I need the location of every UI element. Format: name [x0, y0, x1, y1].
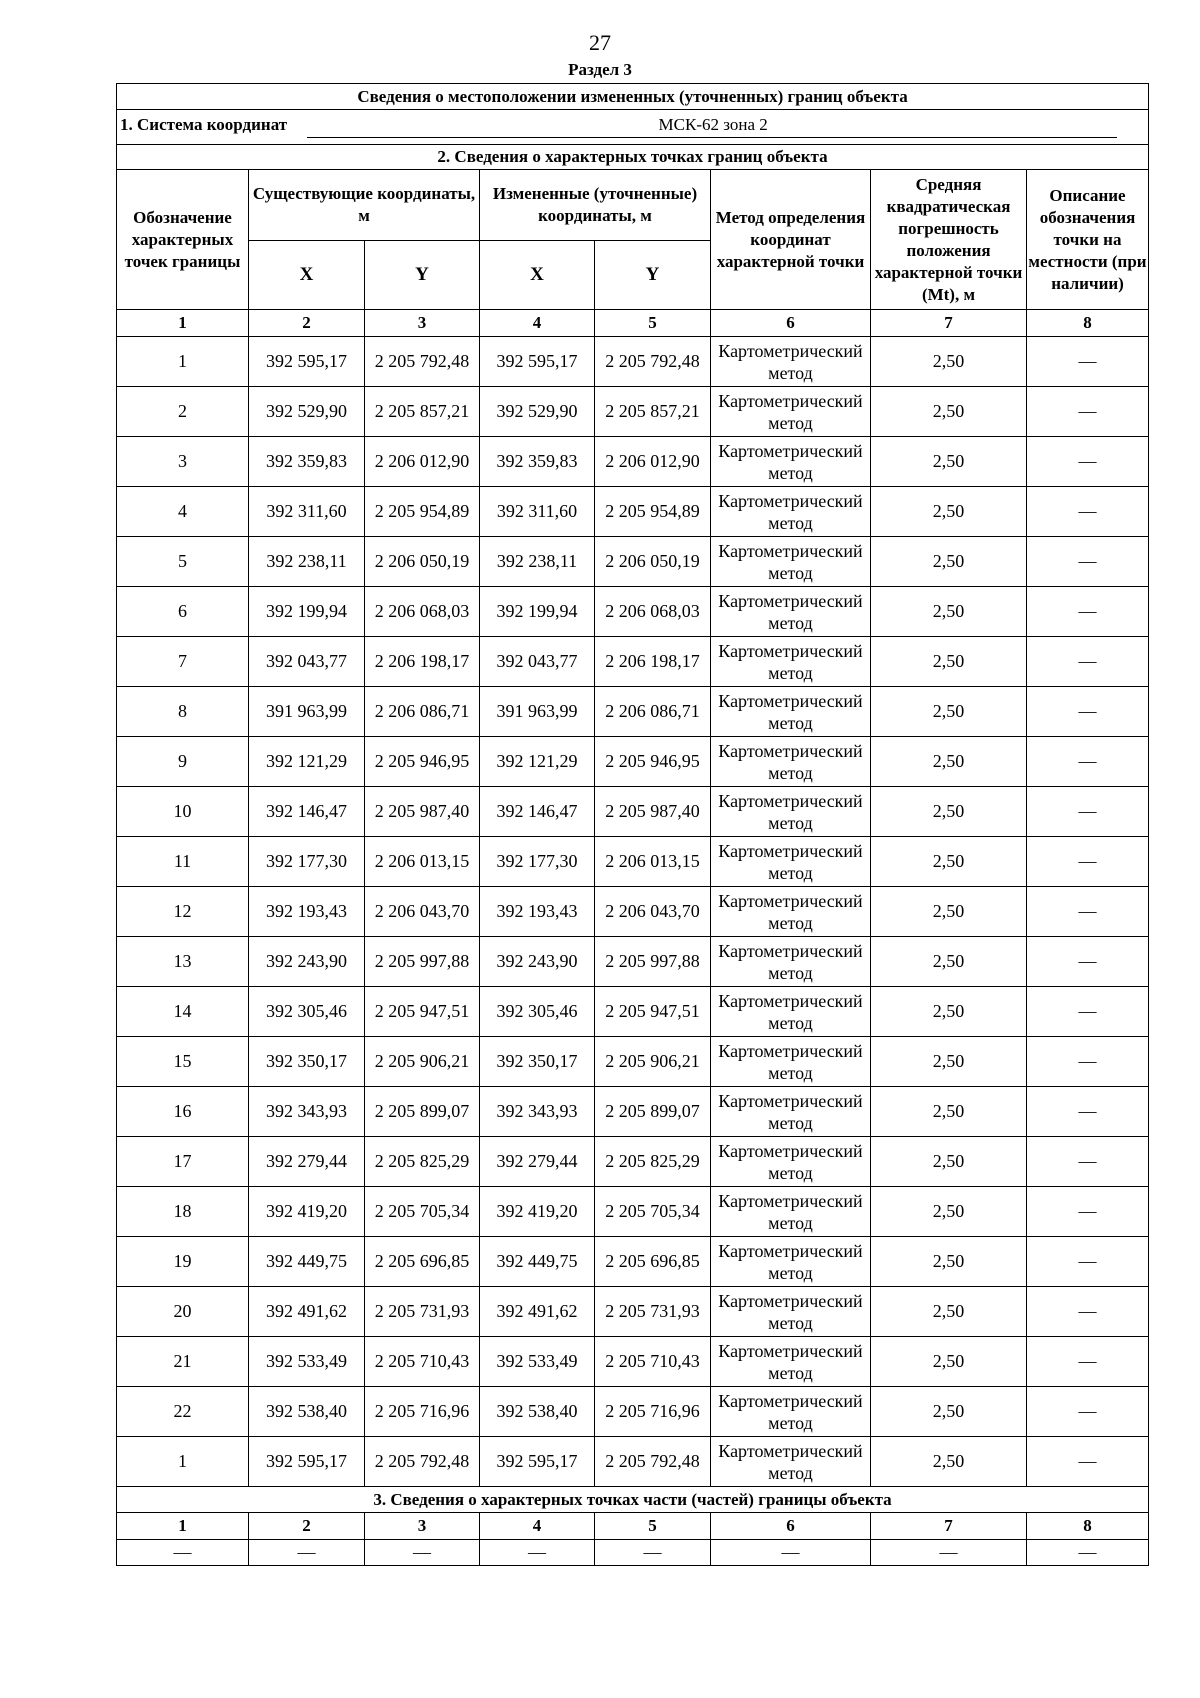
existing-y-cell: 2 206 013,15: [365, 837, 480, 887]
header-description: Описание обозначения точки на местности (при наличии): [1027, 170, 1149, 310]
changed-x-cell: 392 238,11: [480, 537, 595, 587]
mean-error-cell: 2,50: [871, 1187, 1027, 1237]
method-cell: Картометрический метод: [711, 687, 871, 737]
description-cell: —: [1027, 1037, 1149, 1087]
description-cell: —: [1027, 637, 1149, 687]
column-number: 1: [117, 310, 249, 337]
mean-error-cell: 2,50: [871, 1437, 1027, 1487]
existing-y-cell: 2 205 696,85: [365, 1237, 480, 1287]
mean-error-cell: 2,50: [871, 1137, 1027, 1187]
existing-y-cell: 2 205 731,93: [365, 1287, 480, 1337]
existing-y-cell: 2 206 050,19: [365, 537, 480, 587]
method-cell: Картометрический метод: [711, 587, 871, 637]
mean-error-cell: 2,50: [871, 537, 1027, 587]
changed-x-cell: 392 538,40: [480, 1387, 595, 1437]
table-row: [117, 587, 1149, 637]
existing-x-cell: 392 529,90: [249, 387, 365, 437]
mean-error-cell: 2,50: [871, 737, 1027, 787]
column-number: 8: [1027, 1513, 1149, 1540]
changed-y-cell: 2 205 946,95: [595, 737, 711, 787]
header-existing-y: Y: [365, 241, 480, 310]
changed-x-cell: 392 177,30: [480, 837, 595, 887]
existing-x-cell: 392 146,47: [249, 787, 365, 837]
column-number: 5: [595, 1513, 711, 1540]
point-number-cell: 13: [117, 937, 249, 987]
existing-x-cell: 392 199,94: [249, 587, 365, 637]
changed-x-cell: 392 146,47: [480, 787, 595, 837]
empty-cell: —: [871, 1540, 1027, 1566]
existing-x-cell: 392 533,49: [249, 1337, 365, 1387]
method-cell: Картометрический метод: [711, 537, 871, 587]
boundary-points-table: [116, 83, 1149, 1566]
column-number: 3: [365, 1513, 480, 1540]
table-row: [117, 437, 1149, 487]
existing-x-cell: 392 538,40: [249, 1387, 365, 1437]
changed-x-cell: 392 279,44: [480, 1137, 595, 1187]
point-number-cell: 6: [117, 587, 249, 637]
changed-x-cell: 392 595,17: [480, 337, 595, 387]
table-title: Сведения о местоположении измененных (уточненных) границ объекта: [117, 84, 1149, 110]
point-number-cell: 9: [117, 737, 249, 787]
existing-x-cell: 392 305,46: [249, 987, 365, 1037]
method-cell: Картометрический метод: [711, 887, 871, 937]
column-number: 4: [480, 1513, 595, 1540]
description-cell: —: [1027, 1337, 1149, 1387]
point-number-cell: 4: [117, 487, 249, 537]
existing-y-cell: 2 205 987,40: [365, 787, 480, 837]
mean-error-cell: 2,50: [871, 487, 1027, 537]
mean-error-cell: 2,50: [871, 837, 1027, 887]
table-row: [117, 1237, 1149, 1287]
changed-y-cell: 2 205 705,34: [595, 1187, 711, 1237]
header-existing-coords: Существующие координаты, м: [249, 170, 480, 241]
method-cell: Картометрический метод: [711, 837, 871, 887]
table-row: [117, 537, 1149, 587]
point-number-cell: 18: [117, 1187, 249, 1237]
column-number: 2: [249, 1513, 365, 1540]
description-cell: —: [1027, 537, 1149, 587]
changed-x-cell: 391 963,99: [480, 687, 595, 737]
method-cell: Картометрический метод: [711, 1437, 871, 1487]
changed-y-cell: 2 205 906,21: [595, 1037, 711, 1087]
column-number: 5: [595, 310, 711, 337]
method-cell: Картометрический метод: [711, 1237, 871, 1287]
description-cell: —: [1027, 1187, 1149, 1237]
table-row: [117, 887, 1149, 937]
method-cell: Картометрический метод: [711, 1187, 871, 1237]
column-number: 6: [711, 310, 871, 337]
mean-error-cell: 2,50: [871, 687, 1027, 737]
changed-y-cell: 2 206 043,70: [595, 887, 711, 937]
changed-y-cell: 2 205 825,29: [595, 1137, 711, 1187]
mean-error-cell: 2,50: [871, 937, 1027, 987]
table-row: [117, 1337, 1149, 1387]
changed-x-cell: 392 343,93: [480, 1087, 595, 1137]
table-row: [117, 487, 1149, 537]
method-cell: Картометрический метод: [711, 787, 871, 837]
changed-x-cell: 392 595,17: [480, 1437, 595, 1487]
description-cell: —: [1027, 1137, 1149, 1187]
description-cell: —: [1027, 987, 1149, 1037]
column-number: 7: [871, 1513, 1027, 1540]
existing-x-cell: 392 359,83: [249, 437, 365, 487]
existing-y-cell: 2 206 198,17: [365, 637, 480, 687]
empty-cell: —: [480, 1540, 595, 1566]
existing-y-cell: 2 205 705,34: [365, 1187, 480, 1237]
point-number-cell: 1: [117, 1437, 249, 1487]
point-number-cell: 22: [117, 1387, 249, 1437]
point-number-cell: 3: [117, 437, 249, 487]
point-number-cell: 19: [117, 1237, 249, 1287]
description-cell: —: [1027, 1437, 1149, 1487]
changed-y-cell: 2 205 716,96: [595, 1387, 711, 1437]
changed-x-cell: 392 419,20: [480, 1187, 595, 1237]
point-number-cell: 8: [117, 687, 249, 737]
changed-y-cell: 2 205 731,93: [595, 1287, 711, 1337]
column-number: 8: [1027, 310, 1149, 337]
header-changed-x: X: [480, 241, 595, 310]
changed-y-cell: 2 205 857,21: [595, 387, 711, 437]
existing-x-cell: 392 121,29: [249, 737, 365, 787]
header-mean-error: Средняя квадратическая погрешность положения характерной точки (Mt), м: [871, 170, 1027, 310]
changed-y-cell: 2 205 987,40: [595, 787, 711, 837]
changed-x-cell: 392 491,62: [480, 1287, 595, 1337]
point-number-cell: 2: [117, 387, 249, 437]
point-number-cell: 14: [117, 987, 249, 1037]
description-cell: —: [1027, 587, 1149, 637]
description-cell: —: [1027, 887, 1149, 937]
point-number-cell: 11: [117, 837, 249, 887]
mean-error-cell: 2,50: [871, 887, 1027, 937]
column-number: 6: [711, 1513, 871, 1540]
changed-y-cell: 2 206 068,03: [595, 587, 711, 637]
description-cell: —: [1027, 937, 1149, 987]
mean-error-cell: 2,50: [871, 587, 1027, 637]
existing-y-cell: 2 205 954,89: [365, 487, 480, 537]
table-row: [117, 1087, 1149, 1137]
column-number: 3: [365, 310, 480, 337]
changed-x-cell: 392 359,83: [480, 437, 595, 487]
mean-error-cell: 2,50: [871, 1087, 1027, 1137]
point-number-cell: 1: [117, 337, 249, 387]
existing-x-cell: 392 343,93: [249, 1087, 365, 1137]
mean-error-cell: 2,50: [871, 437, 1027, 487]
mean-error-cell: 2,50: [871, 787, 1027, 837]
empty-cell: —: [365, 1540, 480, 1566]
changed-x-cell: 392 350,17: [480, 1037, 595, 1087]
header-point-designation: Обозначение характерных точек границы: [117, 170, 249, 310]
point-number-cell: 5: [117, 537, 249, 587]
method-cell: Картометрический метод: [711, 1287, 871, 1337]
point-number-cell: 17: [117, 1137, 249, 1187]
method-cell: Картометрический метод: [711, 637, 871, 687]
existing-y-cell: 2 205 997,88: [365, 937, 480, 987]
changed-y-cell: 2 205 954,89: [595, 487, 711, 537]
description-cell: —: [1027, 687, 1149, 737]
method-cell: Картометрический метод: [711, 1387, 871, 1437]
changed-x-cell: 392 243,90: [480, 937, 595, 987]
table-row: [117, 937, 1149, 987]
empty-cell: —: [1027, 1540, 1149, 1566]
section2-title: 2. Сведения о характерных точках границ объекта: [117, 145, 1149, 170]
changed-y-cell: 2 206 050,19: [595, 537, 711, 587]
changed-y-cell: 2 205 997,88: [595, 937, 711, 987]
existing-x-cell: 392 449,75: [249, 1237, 365, 1287]
description-cell: —: [1027, 437, 1149, 487]
description-cell: —: [1027, 1387, 1149, 1437]
table-row: [117, 987, 1149, 1037]
description-cell: —: [1027, 487, 1149, 537]
changed-y-cell: 2 205 792,48: [595, 337, 711, 387]
changed-y-cell: 2 205 696,85: [595, 1237, 711, 1287]
changed-y-cell: 2 206 012,90: [595, 437, 711, 487]
existing-x-cell: 392 350,17: [249, 1037, 365, 1087]
existing-y-cell: 2 205 906,21: [365, 1037, 480, 1087]
table-row: [117, 1437, 1149, 1487]
mean-error-cell: 2,50: [871, 1037, 1027, 1087]
existing-x-cell: 392 491,62: [249, 1287, 365, 1337]
description-cell: —: [1027, 1237, 1149, 1287]
existing-y-cell: 2 205 857,21: [365, 387, 480, 437]
point-number-cell: 10: [117, 787, 249, 837]
empty-cell: —: [595, 1540, 711, 1566]
section3-empty-row: [117, 1540, 1149, 1566]
mean-error-cell: 2,50: [871, 1287, 1027, 1337]
empty-cell: —: [711, 1540, 871, 1566]
changed-y-cell: 2 206 013,15: [595, 837, 711, 887]
mean-error-cell: 2,50: [871, 1237, 1027, 1287]
existing-x-cell: 392 311,60: [249, 487, 365, 537]
point-number-cell: 16: [117, 1087, 249, 1137]
header-changed-y: Y: [595, 241, 711, 310]
method-cell: Картометрический метод: [711, 1087, 871, 1137]
table-row: [117, 637, 1149, 687]
header-existing-x: X: [249, 241, 365, 310]
empty-cell: —: [117, 1540, 249, 1566]
changed-x-cell: 392 529,90: [480, 387, 595, 437]
existing-y-cell: 2 206 068,03: [365, 587, 480, 637]
table-row: [117, 1287, 1149, 1337]
changed-x-cell: 392 311,60: [480, 487, 595, 537]
changed-x-cell: 392 305,46: [480, 987, 595, 1037]
method-cell: Картометрический метод: [711, 737, 871, 787]
description-cell: —: [1027, 387, 1149, 437]
method-cell: Картометрический метод: [711, 937, 871, 987]
coord-system-value: МСК-62 зона 2: [307, 115, 1117, 138]
method-cell: Картометрический метод: [711, 437, 871, 487]
mean-error-cell: 2,50: [871, 1337, 1027, 1387]
section3-title: 3. Сведения о характерных точках части (частей) границы объекта: [117, 1487, 1149, 1513]
column-number: 7: [871, 310, 1027, 337]
page-number: 27: [589, 30, 611, 55]
changed-y-cell: 2 206 198,17: [595, 637, 711, 687]
description-cell: —: [1027, 1087, 1149, 1137]
existing-x-cell: 392 243,90: [249, 937, 365, 987]
existing-y-cell: 2 205 792,48: [365, 1437, 480, 1487]
existing-y-cell: 2 205 947,51: [365, 987, 480, 1037]
description-cell: —: [1027, 337, 1149, 387]
existing-y-cell: 2 205 716,96: [365, 1387, 480, 1437]
existing-x-cell: 391 963,99: [249, 687, 365, 737]
changed-x-cell: 392 449,75: [480, 1237, 595, 1287]
column-number: 4: [480, 310, 595, 337]
existing-x-cell: 392 177,30: [249, 837, 365, 887]
method-cell: Картометрический метод: [711, 1337, 871, 1387]
description-cell: —: [1027, 837, 1149, 887]
point-number-cell: 21: [117, 1337, 249, 1387]
section-label: Раздел 3: [568, 60, 632, 79]
existing-x-cell: 392 279,44: [249, 1137, 365, 1187]
point-number-cell: 12: [117, 887, 249, 937]
column-number: 2: [249, 310, 365, 337]
method-cell: Картометрический метод: [711, 487, 871, 537]
changed-y-cell: 2 205 899,07: [595, 1087, 711, 1137]
changed-x-cell: 392 193,43: [480, 887, 595, 937]
method-cell: Картометрический метод: [711, 1037, 871, 1087]
header-changed-coords: Измененные (уточненные) координаты, м: [480, 170, 711, 241]
existing-y-cell: 2 205 792,48: [365, 337, 480, 387]
mean-error-cell: 2,50: [871, 387, 1027, 437]
mean-error-cell: 2,50: [871, 1387, 1027, 1437]
table-row: [117, 1037, 1149, 1087]
changed-y-cell: 2 205 792,48: [595, 1437, 711, 1487]
existing-y-cell: 2 206 012,90: [365, 437, 480, 487]
table-row: [117, 337, 1149, 387]
point-number-cell: 7: [117, 637, 249, 687]
table-row: [117, 787, 1149, 837]
empty-cell: —: [249, 1540, 365, 1566]
changed-x-cell: 392 121,29: [480, 737, 595, 787]
table-row: [117, 387, 1149, 437]
method-cell: Картометрический метод: [711, 337, 871, 387]
existing-y-cell: 2 205 946,95: [365, 737, 480, 787]
table-row: [117, 737, 1149, 787]
description-cell: —: [1027, 1287, 1149, 1337]
coord-system-cell: [117, 110, 1149, 145]
column-number-row: [117, 310, 1149, 337]
existing-x-cell: 392 595,17: [249, 337, 365, 387]
header-method: Метод определения координат характерной точки: [711, 170, 871, 310]
mean-error-cell: 2,50: [871, 637, 1027, 687]
existing-x-cell: 392 595,17: [249, 1437, 365, 1487]
table-row: [117, 837, 1149, 887]
existing-y-cell: 2 206 086,71: [365, 687, 480, 737]
table-row: [117, 1137, 1149, 1187]
method-cell: Картометрический метод: [711, 987, 871, 1037]
existing-x-cell: 392 193,43: [249, 887, 365, 937]
existing-x-cell: 392 419,20: [249, 1187, 365, 1237]
method-cell: Картометрический метод: [711, 387, 871, 437]
method-cell: Картометрический метод: [711, 1137, 871, 1187]
existing-y-cell: 2 205 899,07: [365, 1087, 480, 1137]
existing-y-cell: 2 206 043,70: [365, 887, 480, 937]
point-number-cell: 15: [117, 1037, 249, 1087]
table-row: [117, 1387, 1149, 1437]
changed-y-cell: 2 205 710,43: [595, 1337, 711, 1387]
changed-y-cell: 2 206 086,71: [595, 687, 711, 737]
mean-error-cell: 2,50: [871, 987, 1027, 1037]
changed-x-cell: 392 043,77: [480, 637, 595, 687]
existing-y-cell: 2 205 825,29: [365, 1137, 480, 1187]
mean-error-cell: 2,50: [871, 337, 1027, 387]
existing-x-cell: 392 238,11: [249, 537, 365, 587]
existing-x-cell: 392 043,77: [249, 637, 365, 687]
table-row: [117, 687, 1149, 737]
existing-y-cell: 2 205 710,43: [365, 1337, 480, 1387]
description-cell: —: [1027, 787, 1149, 837]
column-number: 1: [117, 1513, 249, 1540]
changed-y-cell: 2 205 947,51: [595, 987, 711, 1037]
changed-x-cell: 392 533,49: [480, 1337, 595, 1387]
point-number-cell: 20: [117, 1287, 249, 1337]
table-row: [117, 1187, 1149, 1237]
description-cell: —: [1027, 737, 1149, 787]
coord-system-label: 1. Система координат: [120, 114, 288, 134]
section3-column-number-row: [117, 1513, 1149, 1540]
changed-x-cell: 392 199,94: [480, 587, 595, 637]
